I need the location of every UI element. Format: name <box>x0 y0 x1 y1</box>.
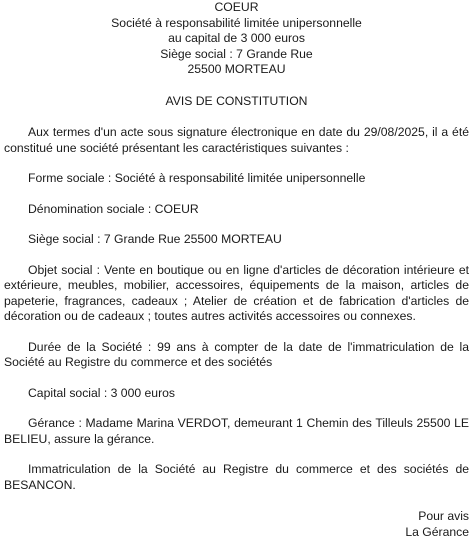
signature-line-1: Pour avis <box>4 509 469 525</box>
paragraph-registration: Immatriculation de la Société au Registre du commerce et des sociétés de BESANCON. <box>4 462 469 493</box>
paragraph-business-purpose: Objet social : Vente en boutique ou en ligne d'articles de décoration intérieure et extérieure, meubles, mobilier, accessoires, équipements de la maison, articles de papeterie, fragrances, cadeaux ; Atelier de création et de fabrication d'articles de décoration ou de cadeaux ; toutes autres activités accessoires ou connexes. <box>4 263 469 325</box>
paragraph-management: Gérance : Madame Marina VERDOT, demeurant 1 Chemin des Tilleuls 25500 LE BELIEU, assure la gérance. <box>4 416 469 447</box>
signature-line-2: La Gérance <box>4 525 469 540</box>
paragraph-registered-office: Siège social : 7 Grande Rue 25500 MORTEAU <box>4 232 469 248</box>
office-city: 25500 MORTEAU <box>4 62 469 78</box>
share-capital: au capital de 3 000 euros <box>4 31 469 47</box>
company-name: COEUR <box>4 0 469 16</box>
notice-title: AVIS DE CONSTITUTION <box>4 94 469 110</box>
notice-header <box>4 0 469 78</box>
paragraph-legal-form: Forme sociale : Société à responsabilité limitée unipersonnelle <box>4 171 469 187</box>
paragraph-company-name: Dénomination sociale : COEUR <box>4 202 469 218</box>
paragraph-share-capital: Capital social : 3 000 euros <box>4 386 469 402</box>
legal-form: Société à responsabilité limitée unipersonnelle <box>4 16 469 32</box>
paragraph-intro: Aux termes d'un acte sous signature électronique en date du 29/08/2025, il a été constitué une société présentant les caractéristiques suivantes : <box>4 125 469 156</box>
paragraph-duration: Durée de la Société : 99 ans à compter de la date de l'immatriculation de la Société au Registre du commerce et des sociétés <box>4 340 469 371</box>
registered-office: Siège social : 7 Grande Rue <box>4 47 469 63</box>
